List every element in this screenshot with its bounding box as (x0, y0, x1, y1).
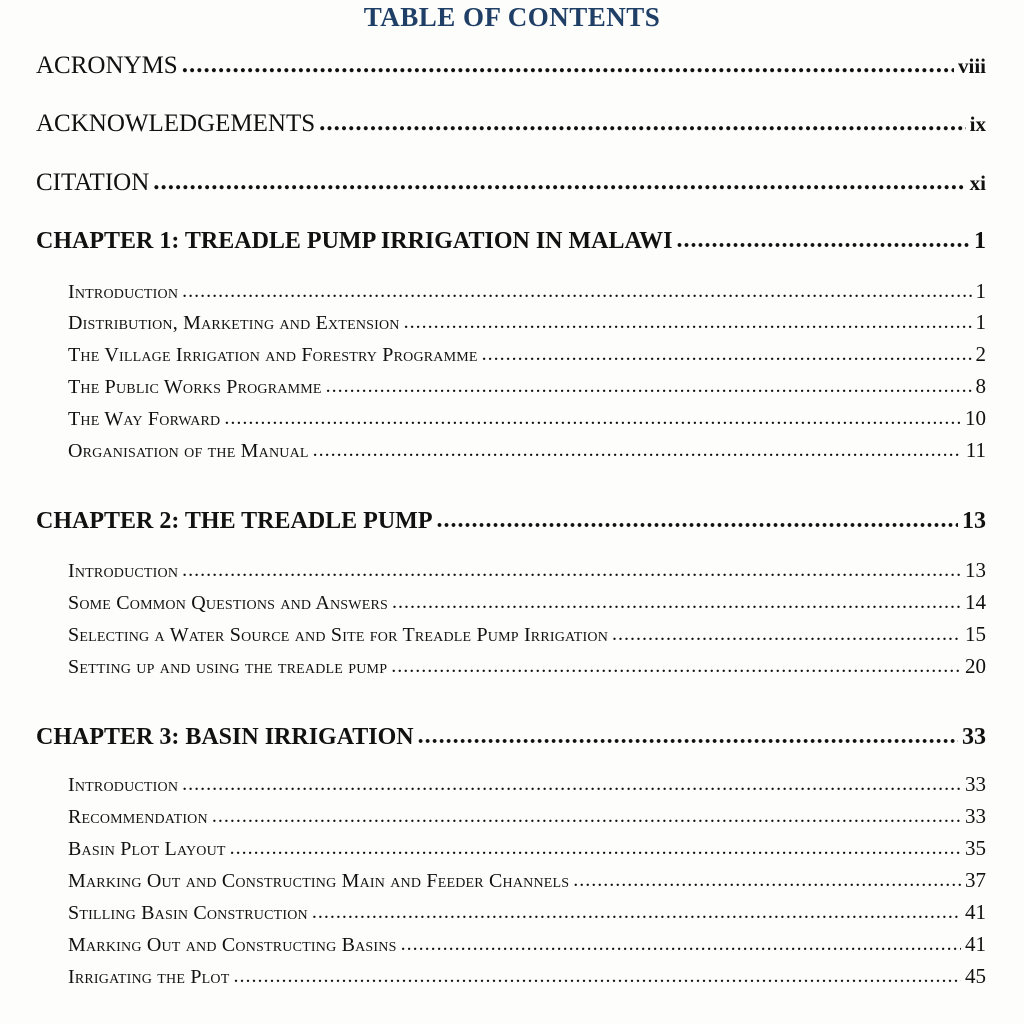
section-label: Introduction (68, 281, 179, 303)
chapter-label: CHAPTER 1: TREADLE PUMP IRRIGATION IN MALAWI (36, 228, 673, 254)
toc-page-number: 35 (965, 836, 986, 860)
section-label: Introduction (68, 774, 179, 796)
section-label: Organisation of the Manual (68, 440, 309, 462)
toc-page-number: 33 (965, 772, 986, 796)
dot-leader (392, 591, 961, 614)
toc-page-number: 11 (965, 438, 986, 462)
toc-chapter-3[interactable] (36, 724, 986, 751)
toc-page-number: 37 (965, 868, 986, 892)
dot-leader (153, 168, 965, 196)
toc-page-number: 20 (965, 654, 986, 678)
dot-leader (312, 901, 961, 924)
toc-page-number: viii (957, 54, 986, 78)
dot-leader (313, 439, 962, 462)
dot-leader (612, 623, 961, 646)
toc-section[interactable] (68, 438, 986, 463)
dot-leader (573, 869, 961, 892)
toc-section[interactable] (68, 558, 986, 583)
toc-page-number: 13 (965, 558, 986, 582)
toc-section[interactable] (68, 868, 986, 893)
dot-leader (677, 227, 971, 254)
toc-section[interactable] (68, 590, 986, 615)
toc-section[interactable] (68, 654, 986, 679)
toc-section[interactable] (68, 342, 986, 367)
dot-leader (391, 655, 961, 678)
toc-page-number: 45 (965, 964, 986, 988)
toc-page-number: 15 (965, 622, 986, 646)
dot-leader (418, 723, 958, 750)
section-label: The Village Irrigation and Forestry Programme (68, 344, 478, 366)
toc-page-number: 33 (962, 724, 986, 750)
section-label: Basin Plot Layout (68, 838, 226, 860)
toc-section[interactable] (68, 772, 986, 797)
dot-leader (230, 837, 961, 860)
section-label: The Way Forward (68, 408, 221, 430)
toc-entry-acronyms[interactable] (36, 52, 986, 80)
dot-leader (182, 280, 971, 303)
dot-leader (182, 559, 961, 582)
section-label: Irrigating the Plot (68, 966, 230, 988)
toc-page-number: 14 (965, 590, 986, 614)
toc-section[interactable] (68, 310, 986, 335)
dot-leader (436, 507, 958, 534)
toc-entry-label: CITATION (36, 169, 150, 196)
toc-entry-acknowledgements[interactable] (36, 110, 986, 138)
toc-entry-label: ACRONYMS (36, 52, 178, 79)
toc-section[interactable] (68, 900, 986, 925)
dot-leader (326, 375, 972, 398)
toc-page-number: xi (969, 171, 986, 195)
toc-section[interactable] (68, 804, 986, 829)
toc-page-number: 8 (975, 374, 986, 398)
toc-page-number: 10 (965, 406, 986, 430)
section-label: Selecting a Water Source and Site for Treadle Pump Irrigation (68, 624, 609, 646)
section-label: The Public Works Programme (68, 376, 322, 398)
toc-page-number: 33 (965, 804, 986, 828)
section-label: Marking Out and Constructing Main and Feeder Channels (68, 870, 570, 892)
toc-page-number: 1 (974, 228, 986, 254)
toc-chapter-2[interactable] (36, 508, 986, 535)
section-label: Some Common Questions and Answers (68, 592, 388, 614)
toc-page-number: 41 (965, 932, 986, 956)
toc-section[interactable] (68, 932, 986, 957)
section-label: Setting up and using the treadle pump (68, 656, 388, 678)
toc-page-number: 41 (965, 900, 986, 924)
section-label: Distribution, Marketing and Extension (68, 312, 400, 334)
section-label: Introduction (68, 560, 179, 582)
toc-section[interactable] (68, 622, 986, 647)
dot-leader (224, 407, 961, 430)
toc-chapter-1[interactable] (36, 228, 986, 255)
section-label: Stilling Basin Construction (68, 902, 308, 924)
dot-leader (182, 773, 961, 796)
page-title: TABLE OF CONTENTS (363, 2, 661, 32)
section-label: Recommendation (68, 806, 208, 828)
toc-entry-label: ACKNOWLEDGEMENTS (36, 110, 316, 137)
dot-leader (401, 933, 961, 956)
dot-leader (482, 343, 972, 366)
chapter-label: CHAPTER 2: THE TREADLE PUMP (36, 508, 433, 534)
section-label: Marking Out and Constructing Basins (68, 934, 397, 956)
dot-leader (182, 51, 954, 79)
dot-leader (319, 109, 966, 137)
toc-entry-citation[interactable] (36, 169, 986, 197)
toc-section[interactable] (68, 406, 986, 431)
toc-page-number: ix (969, 112, 986, 136)
dot-leader (404, 311, 972, 334)
dot-leader (212, 805, 961, 828)
toc-page-number: 1 (975, 310, 986, 334)
toc-section[interactable] (68, 836, 986, 861)
dot-leader (233, 965, 961, 988)
toc-section[interactable] (68, 964, 986, 989)
toc-page-number: 1 (975, 279, 986, 303)
toc-page-number: 13 (962, 508, 986, 534)
toc-section[interactable] (68, 374, 986, 399)
toc-section[interactable] (68, 279, 986, 304)
chapter-label: CHAPTER 3: BASIN IRRIGATION (36, 724, 414, 750)
toc-page-number: 2 (975, 342, 986, 366)
